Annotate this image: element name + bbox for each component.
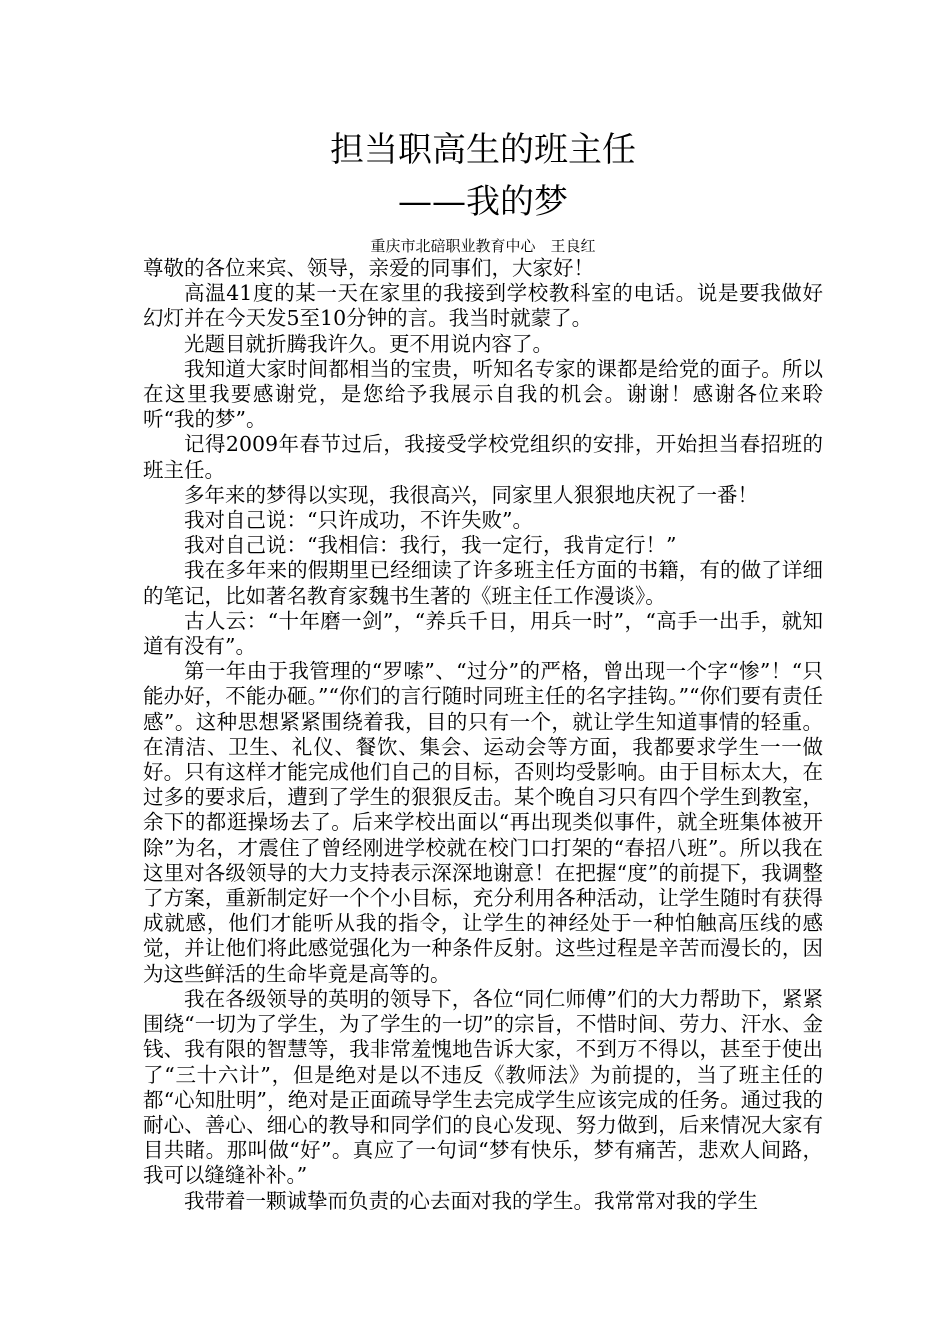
body-paragraph: 高温41度的某一天在家里的我接到学校教科室的电话。说是要我做好幻灯并在今天发5至10分钟的言。我当时就蒙了。 — [143, 281, 823, 331]
document-page — [143, 128, 823, 1214]
greeting-line: 尊敬的各位来宾、领导，亲爱的同事们，大家好！ — [143, 256, 594, 280]
body-paragraph: 我对自己说：“我相信：我行，我一定行，我肯定行！” — [184, 533, 677, 558]
body-paragraph: 记得2009年春节过后，我接受学校党组织的安排，开始担当春招班的班主任。 — [143, 432, 823, 482]
body-paragraph: 我在各级领导的英明的领导下，各位“同仁师傅”们的大力帮助下，紧紧围绕“一切为了学生，为了学生的一切”的宗旨，不惜时间、劳力、汗水、金钱、我有限的智慧等，我非常羞愧地告诉大家，不到万不得以，甚至于使出了“三十六计”，但是绝对是以不违反《教师法》为前提的，当了班主任的都“心知肚明”，绝对是正面疏导学生去完成学生应该完成的任务。通过我的耐心、善心、细心的教导和同学们的良心发现、努力做到，后来情况大家有目共睹。那叫做“好”。真应了一句词“梦有快乐，梦有痛苦，悲欢人间路，我可以缝缝补补。” — [143, 986, 823, 1188]
body-paragraph: 多年来的梦得以实现，我很高兴，同家里人狠狠地庆祝了一番！ — [184, 482, 758, 507]
document-subtitle: ——我的梦 — [398, 182, 568, 222]
body-paragraph: 我知道大家时间都相当的宝贵，听知名专家的课都是给党的面子。所以在这里我要感谢党，是您给予我展示自我的机会。谢谢！感谢各位来聆听“我的梦”。 — [143, 356, 823, 432]
author-byline: 重庆市北碚职业教育中心 王良红 — [370, 237, 596, 255]
document-title: 担当职高生的班主任 — [330, 130, 636, 170]
body-paragraph: 我带着一颗诚挚而负责的心去面对我的学生。我常常对我的学生 — [184, 1188, 758, 1213]
body-paragraph: 光题目就折腾我许久。更不用说内容了。 — [184, 331, 553, 356]
body-paragraph: 古人云：“十年磨一剑”，“养兵千日，用兵一时”，“高手一出手，就知道有没有”。 — [143, 608, 823, 659]
body-paragraph: 第一年由于我管理的“罗嗦”、“过分”的严格，曾出现一个字“惨”！“只能办好，不能办砸。”“你们的言行随时同班主任的名字挂钩。”“你们要有责任感”。这种思想紧紧围绕着我，目的只有一个，就让学生知道事情的轻重。在清洁、卫生、礼仪、餐饮、集会、运动会等方面，我都要求学生一一做好。只有这样才能完成他们自己的目标，否则均受影响。由于目标太大，在过多的要求后，遭到了学生的狠狠反击。某个晚自习只有四个学生到教室，余下的都逛操场去了。后来学校出面以“再出现类似事件，就全班集体被开除”为名，才震住了曾经刚进学校就在校门口打架的“春招八班”。所以我在这里对各级领导的大力支持表示深深地谢意！在把握“度”的前提下，我调整了方案，重新制定好一个个小目标，充分利用各种活动，让学生随时有获得成就感，他们才能听从我的指令，让学生的神经处于一种怕触高压线的感觉，并让他们将此感觉强化为一种条件反射。这些过程是辛苦而漫长的，因为这些鲜活的生命毕竟是高等的。 — [143, 659, 823, 986]
body-paragraph: 我在多年来的假期里已经细读了许多班主任方面的书籍，有的做了详细的笔记，比如著名教育家魏书生著的《班主任工作漫谈》。 — [143, 558, 823, 608]
body-paragraph: 我对自己说：“只许成功，不许失败”。 — [184, 508, 533, 533]
